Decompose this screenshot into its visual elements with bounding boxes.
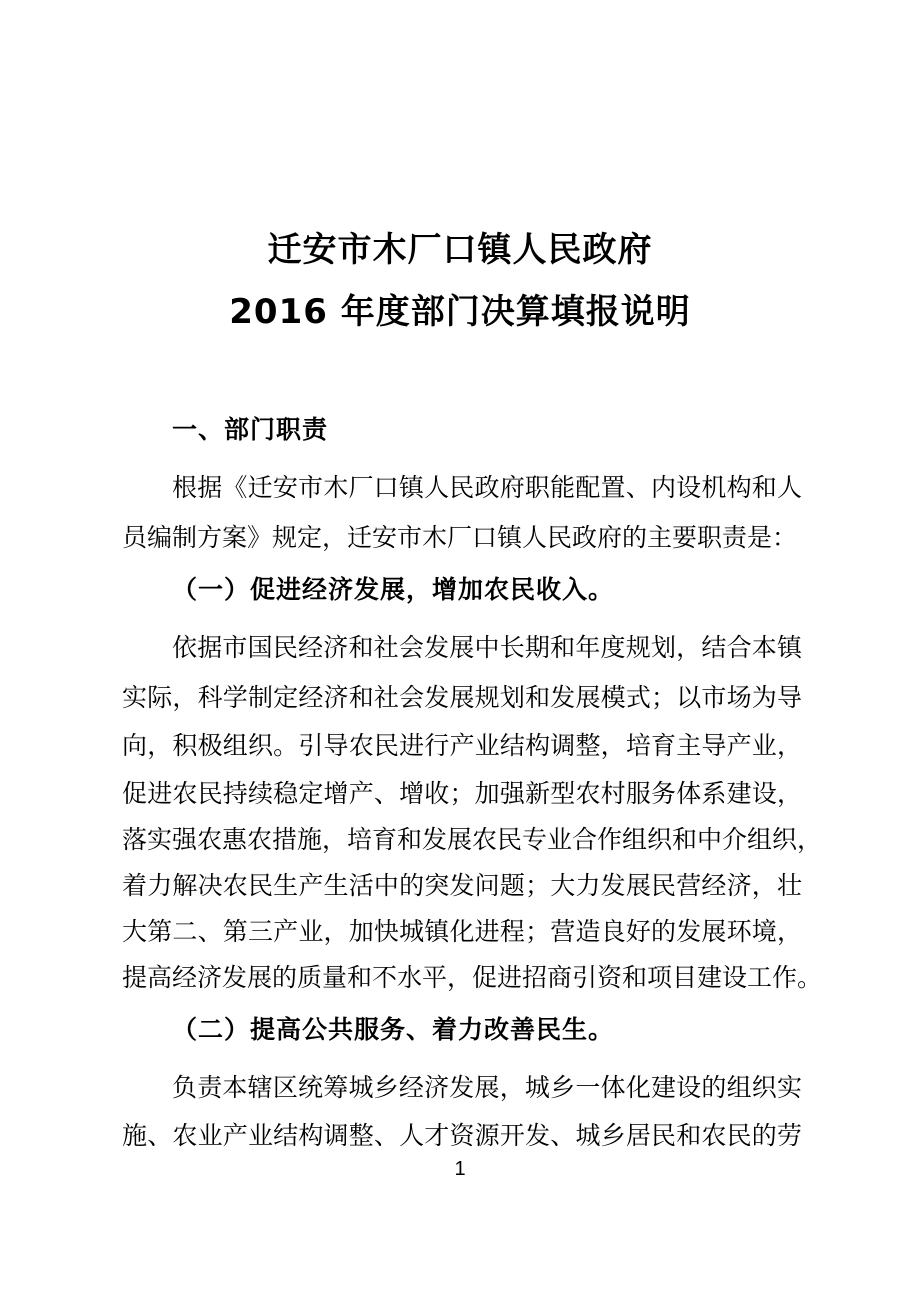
subsection-heading-public-service: （二）提高公共服务、着力改善民生。 bbox=[172, 1015, 615, 1044]
paragraph-line: 员编制方案》规定，迁安市木厂口镇人民政府的主要职责是： bbox=[122, 523, 798, 552]
paragraph-line: 促进农民持续稳定增产、增收；加强新型农村服务体系建设， bbox=[122, 779, 802, 808]
paragraph-line: 施、农业产业结构调整、人才资源开发、城乡居民和农民的劳 bbox=[122, 1121, 802, 1150]
paragraph-line: 大第二、第三产业，加快城镇化进程；营造良好的发展环境， bbox=[122, 917, 802, 946]
page-number: 1 bbox=[454, 1158, 466, 1180]
subsection-heading-economy: （一）促进经济发展，增加农民收入。 bbox=[172, 575, 615, 604]
paragraph-line: 向，积极组织。引导农民进行产业结构调整，培育主导产业， bbox=[122, 731, 802, 760]
document-title-line-2: 2016 年度部门决算填报说明 bbox=[229, 292, 691, 332]
paragraph-line: 落实强农惠农措施，培育和发展农民专业合作组织和中介组织， bbox=[122, 825, 823, 854]
paragraph-line: 实际，科学制定经济和社会发展规划和发展模式；以市场为导 bbox=[122, 683, 802, 712]
section-heading-duties: 一、部门职责 bbox=[172, 415, 329, 444]
paragraph-line: 根据《迁安市木厂口镇人民政府职能配置、内设机构和人 bbox=[172, 473, 802, 502]
paragraph-line: 依据市国民经济和社会发展中长期和年度规划，结合本镇 bbox=[172, 633, 802, 662]
paragraph-line: 负责本辖区统筹城乡经济发展，城乡一体化建设的组织实 bbox=[172, 1073, 802, 1102]
document-title-line-1: 迁安市木厂口镇人民政府 bbox=[267, 230, 653, 270]
paragraph-line: 提高经济发展的质量和不水平，促进招商引资和项目建设工作。 bbox=[122, 963, 823, 992]
paragraph-line: 着力解决农民生产生活中的突发问题；大力发展民营经济，壮 bbox=[122, 871, 802, 900]
